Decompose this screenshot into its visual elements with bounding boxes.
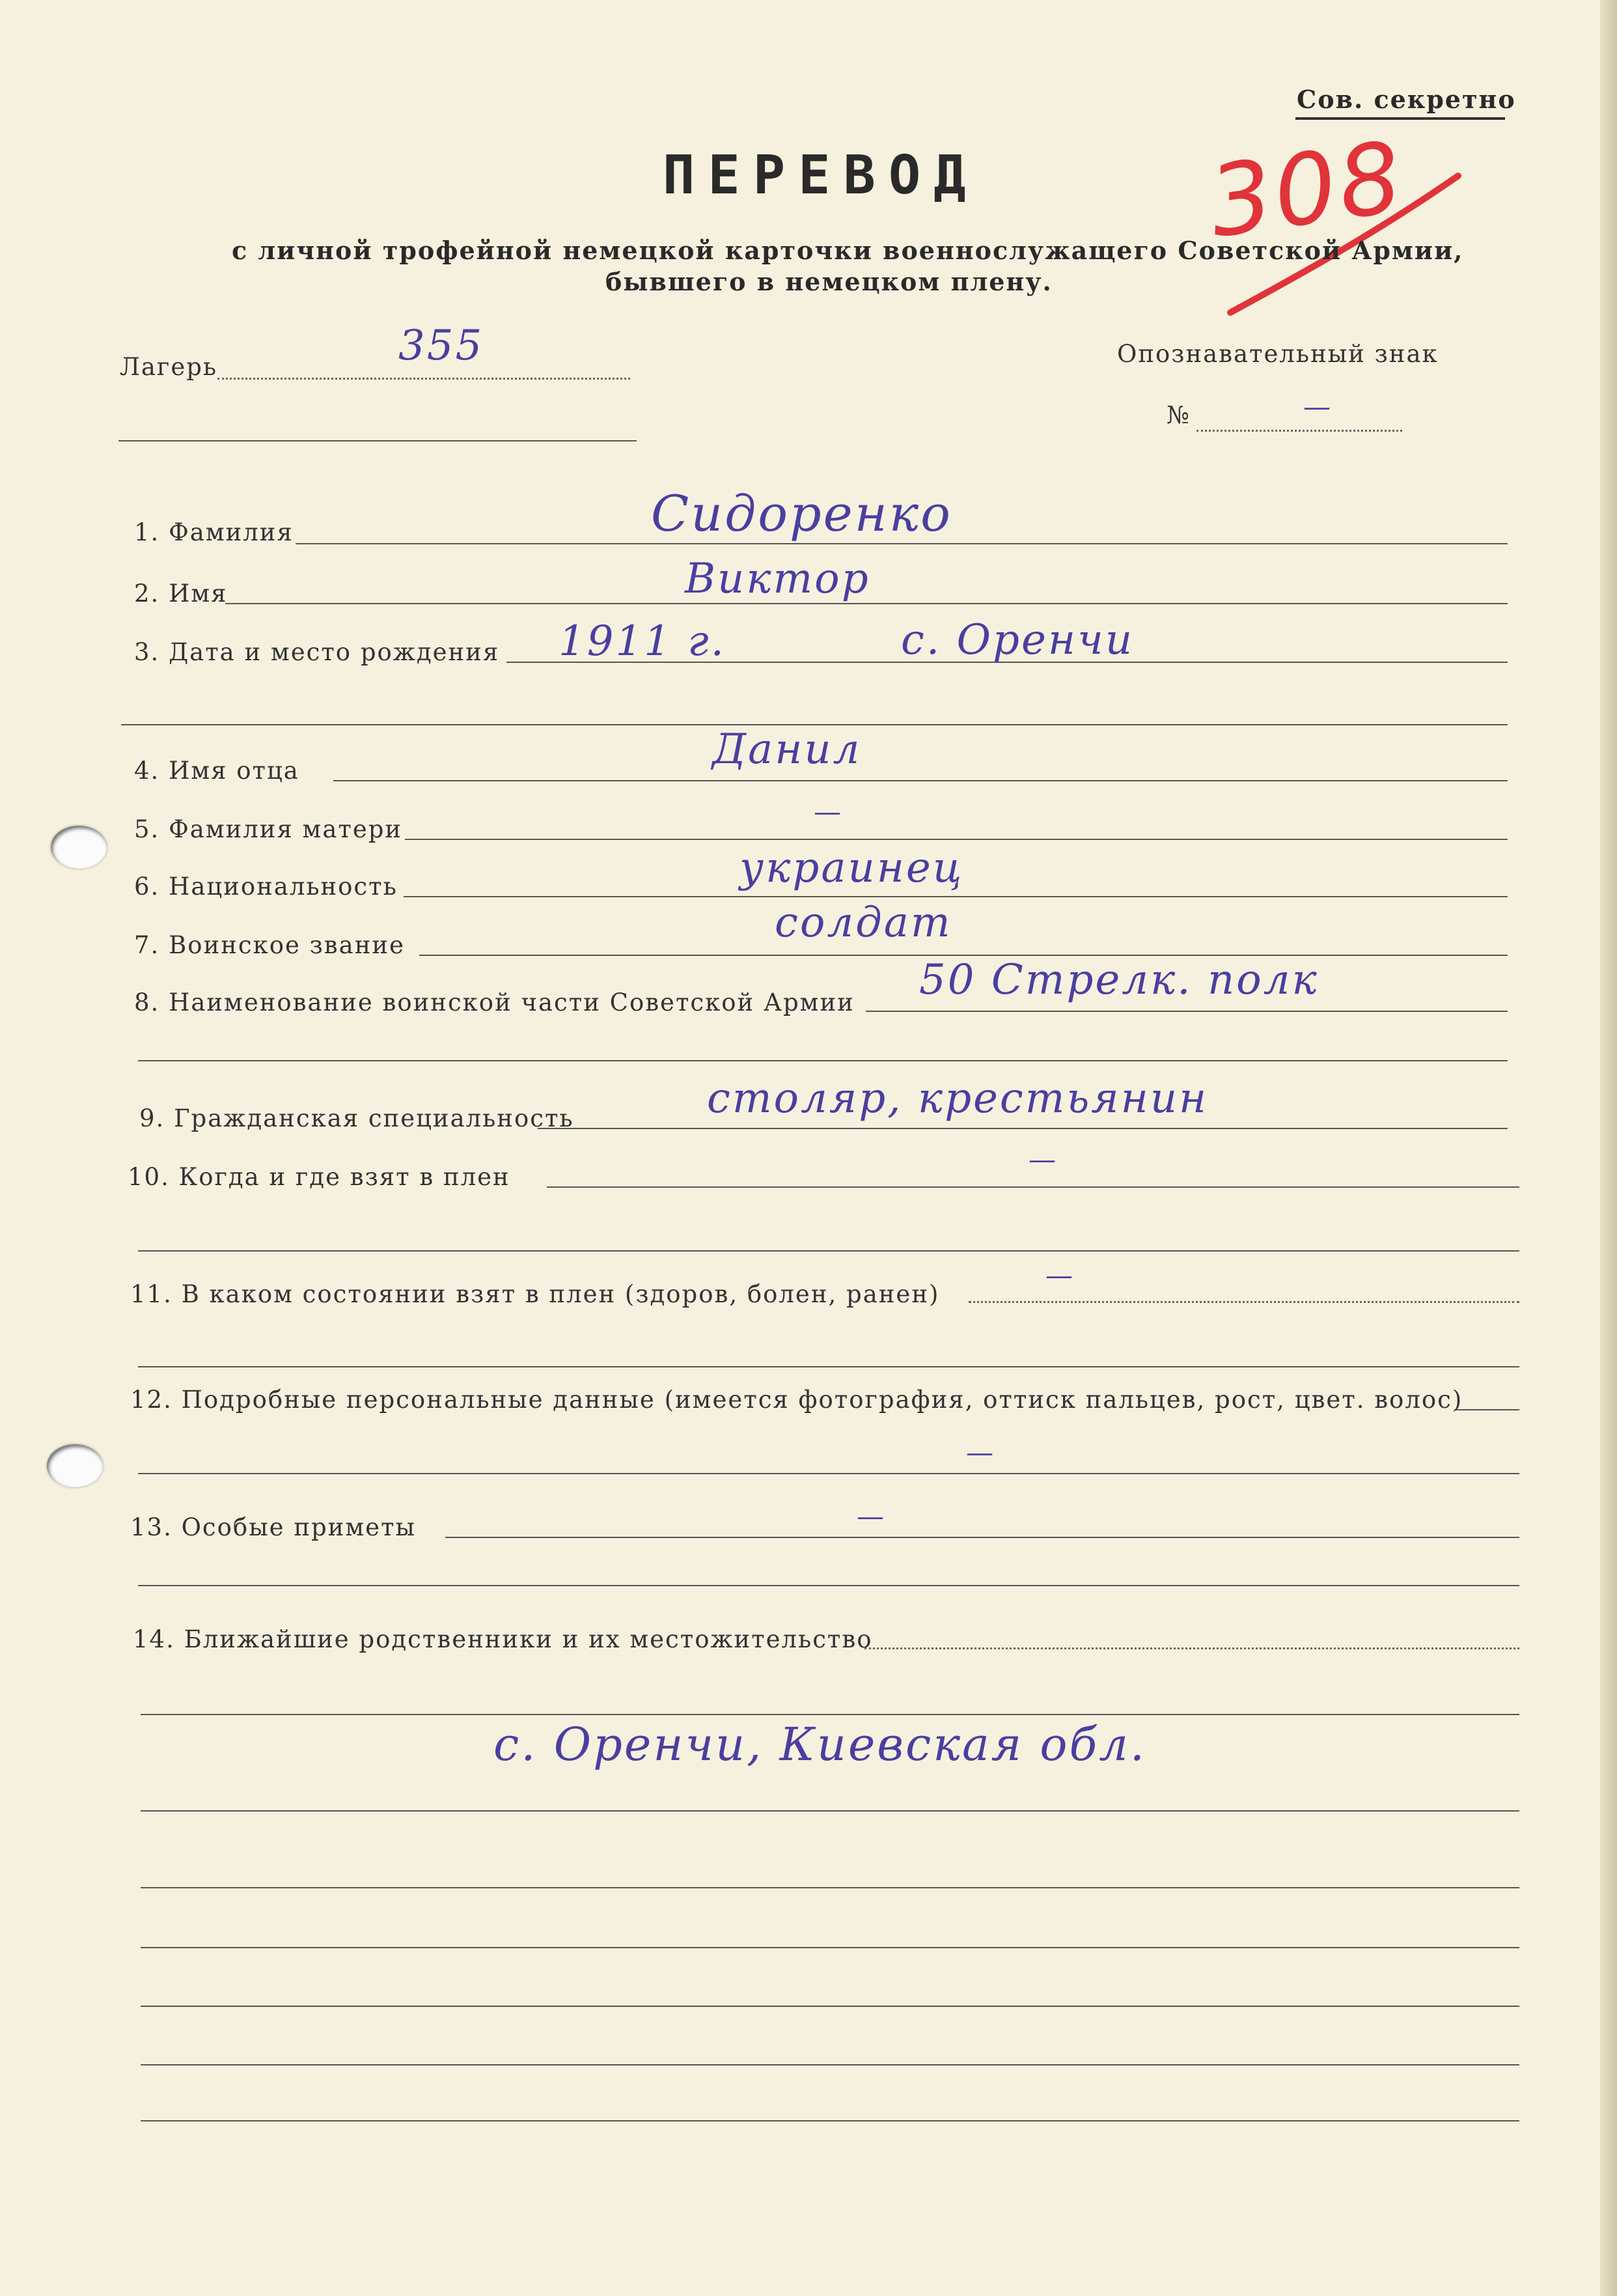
punch-hole-top [51, 826, 107, 869]
blank-line [141, 2064, 1519, 2065]
red-stamp-number: 308 [1202, 120, 1411, 260]
field-rank-label: 7. Воинское звание [134, 931, 405, 959]
camp-label: Лагерь [120, 353, 218, 381]
field-features-label: 13. Особые приметы [130, 1513, 416, 1541]
field-name-value: Виктор [685, 555, 870, 603]
field-profession-line [538, 1128, 1508, 1129]
field-surname-label: 1. Фамилия [134, 518, 294, 546]
field-mother-value: — [814, 796, 843, 828]
field-surname-line [296, 543, 1508, 544]
field-name-label: 2. Имя [134, 580, 228, 608]
subtitle-line-1: с личной трофейной немецкой карточки военнослужащего Советской Армии, [232, 236, 1464, 265]
field-features-line-2 [138, 1585, 1519, 1586]
camp-line [217, 378, 630, 380]
field-father-value: Данил [712, 725, 862, 774]
field-unit-value: 50 Стрелк. полк [919, 956, 1319, 1004]
field-condition-line-2 [138, 1366, 1519, 1367]
paper-edge [1600, 0, 1617, 2296]
field-relatives-label: 14. Ближайшие родственники и их местожительство [133, 1625, 873, 1653]
id-number-line [1196, 430, 1402, 432]
field-captured-label: 10. Когда и где взят в плен [128, 1163, 510, 1191]
punch-hole-bottom [47, 1444, 103, 1487]
field-nationality-label: 6. Национальность [134, 873, 398, 901]
field-relatives-line-3 [141, 1810, 1519, 1812]
id-number-value: — [1303, 391, 1333, 423]
id-number-sign: № [1167, 401, 1191, 429]
field-relatives-line-2 [141, 1714, 1519, 1715]
field-relatives-value: с. Оренчи, Киевская обл. [493, 1718, 1147, 1771]
field-personal-data-line [1454, 1409, 1519, 1410]
subtitle-line-2: бывшего в немецком плену. [605, 267, 1053, 296]
field-features-value: — [857, 1500, 886, 1532]
blank-line [141, 2006, 1519, 2007]
camp-line-2 [118, 440, 637, 441]
field-captured-line [547, 1186, 1519, 1188]
field-features-line [445, 1537, 1519, 1538]
field-birth-place: с. Оренчи [901, 616, 1135, 664]
field-condition-value: — [1045, 1259, 1075, 1291]
field-profession-label: 9. Гражданская специальность [139, 1104, 574, 1132]
field-mother-line [405, 839, 1508, 840]
field-birth-label: 3. Дата и место рождения [134, 638, 500, 666]
field-personal-data-value: — [966, 1436, 995, 1468]
field-unit-line [866, 1011, 1508, 1012]
blank-line [141, 1947, 1519, 1948]
page-title: ПЕРЕВОД [663, 145, 979, 206]
blank-line [141, 2120, 1519, 2121]
field-surname-value: Сидоренко [651, 484, 952, 542]
field-captured-line-2 [138, 1250, 1519, 1252]
field-relatives-line [864, 1647, 1519, 1649]
field-unit-label: 8. Наименование воинской части Советской Армии [134, 988, 855, 1016]
field-profession-value: столяр, крестьянин [707, 1074, 1209, 1123]
classification-mark: Сов. секретно [1297, 85, 1516, 114]
field-nationality-value: украинец [739, 844, 964, 892]
field-personal-data-line-2 [138, 1473, 1519, 1474]
camp-value: 355 [398, 322, 484, 370]
field-name-line [225, 603, 1508, 604]
field-father-label: 4. Имя отца [134, 757, 299, 785]
field-personal-data-label: 12. Подробные персональные данные (имеется фотография, оттиск пальцев, рост, цвет. волос) [130, 1386, 1463, 1414]
field-rank-value: солдат [775, 899, 952, 947]
classification-underline [1295, 117, 1505, 120]
field-condition-label: 11. В каком состоянии взят в плен (здоров, болен, ранен) [130, 1280, 940, 1308]
field-captured-value: — [1029, 1143, 1058, 1175]
field-nationality-line [404, 896, 1508, 897]
field-unit-line-2 [138, 1060, 1508, 1061]
field-birth-year: 1911 г. [559, 617, 726, 665]
blank-line [141, 1887, 1519, 1888]
id-tag-label: Опознавательный знак [1117, 340, 1439, 368]
field-father-line [333, 780, 1508, 781]
field-condition-line [969, 1301, 1519, 1303]
field-mother-label: 5. Фамилия матери [134, 815, 403, 843]
